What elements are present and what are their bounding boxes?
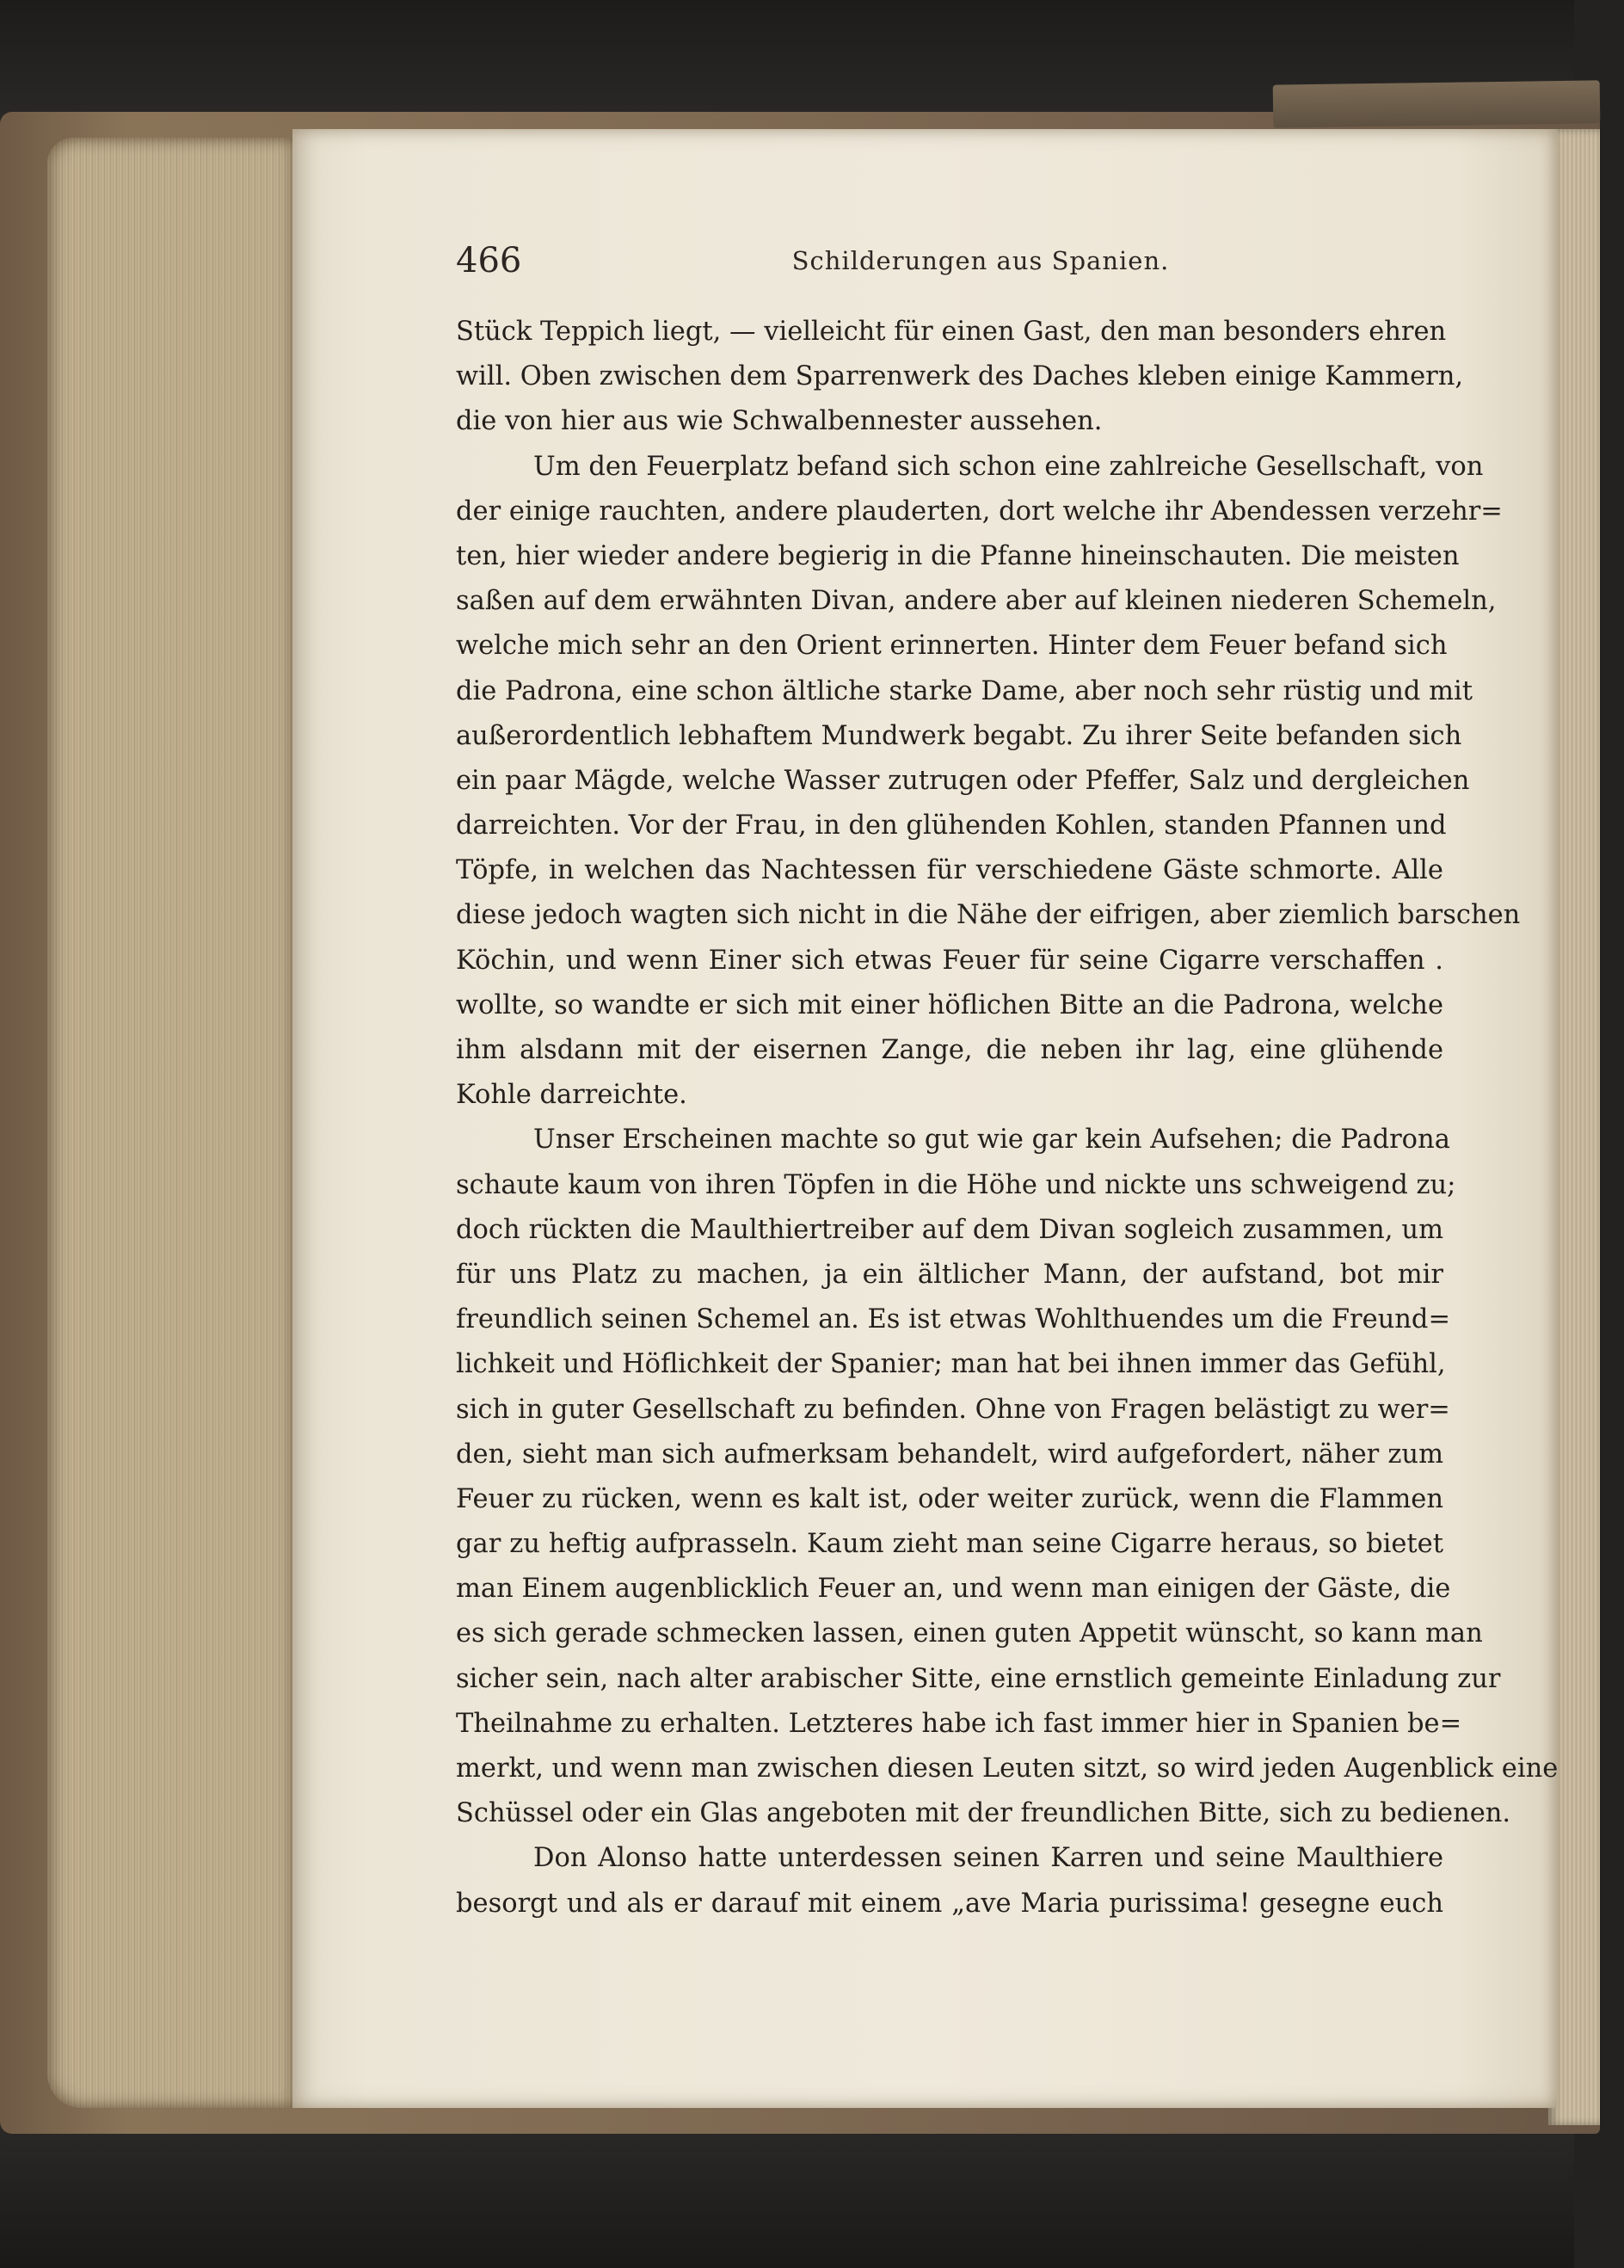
text-line: Töpfe, in welchen das Nachtessen für verschiedene Gäste schmorte. Alle xyxy=(456,855,1443,886)
page-number: 466 xyxy=(456,241,522,280)
text-line: freundlich seinen Schemel an. Es ist etwas Wohlthuendes um die Freund= xyxy=(456,1304,1451,1335)
text-line: Feuer zu rücken, wenn es kalt ist, oder weiter zurück, wenn die Flammen xyxy=(456,1483,1443,1514)
body-text xyxy=(456,310,1559,1926)
text-line: die von hier aus wie Schwalbennester aussehen. xyxy=(456,406,1103,437)
text-line: darreichten. Vor der Frau, in den glühenden Kohlen, standen Pfannen und xyxy=(456,810,1447,841)
text-line: Theilnahme zu erhalten. Letzteres habe ich fast immer hier in Spanien be= xyxy=(456,1708,1462,1739)
text-line: Unser Erscheinen machte so gut wie gar kein Aufsehen; die Padrona xyxy=(533,1125,1450,1156)
text-line: schaute kaum von ihren Töpfen in die Höhe und nickte uns schweigend zu; xyxy=(456,1169,1456,1200)
text-line: der einige rauchten, andere plauderten, dort welche ihr Abendessen verzehr= xyxy=(456,496,1503,527)
book-cover-top-edge xyxy=(1273,80,1601,127)
text-line: wollte, so wandte er sich mit einer höflichen Bitte an die Padrona, welche xyxy=(456,989,1443,1020)
page-edges-left xyxy=(47,138,297,2108)
text-line: welche mich sehr an den Orient erinnerten. Hinter dem Feuer befand sich xyxy=(456,631,1448,662)
text-line: Don Alonso hatte unterdessen seinen Karren und seine Maulthiere xyxy=(533,1843,1443,1874)
text-line: saßen auf dem erwähnten Divan, andere aber auf kleinen niederen Schemeln, xyxy=(456,586,1497,617)
text-line: will. Oben zwischen dem Sparrenwerk des Daches kleben einige Kammern, xyxy=(456,361,1464,392)
text-line: sich in guter Gesellschaft zu befinden. Ohne von Fragen belästigt zu wer= xyxy=(456,1394,1450,1425)
text-line: Kohle darreichte. xyxy=(456,1080,687,1111)
text-line: doch rückten die Maulthiertreiber auf dem Divan sogleich zusammen, um xyxy=(456,1214,1443,1245)
text-line: besorgt und als er darauf mit einem „ave Maria purissima! gesegne euch xyxy=(456,1888,1443,1919)
text-line: diese jedoch wagten sich nicht in die Nähe der eifrigen, aber ziemlich barschen xyxy=(456,900,1521,931)
text-line: die Padrona, eine schon ältliche starke Dame, aber noch sehr rüstig und mit xyxy=(456,675,1473,706)
text-line: ten, hier wieder andere begierig in die Pfanne hineinschauten. Die meisten xyxy=(456,540,1460,571)
background-bottom xyxy=(0,2125,1624,2268)
running-head: Schilderungen aus Spanien. xyxy=(791,246,1170,275)
text-line: ein paar Mägde, welche Wasser zutrugen oder Pfeffer, Salz und dergleichen xyxy=(456,765,1470,796)
page-header xyxy=(456,241,1428,293)
text-line: für uns Platz zu machen, ja ein ältlicher Mann, der aufstand, bot mir xyxy=(456,1259,1443,1290)
text-line: ihm alsdann mit der eisernen Zange, die neben ihr lag, eine glühende xyxy=(456,1035,1443,1065)
text-line: Um den Feuerplatz befand sich schon eine zahlreiche Gesellschaft, von xyxy=(533,451,1484,482)
text-line: Köchin, und wenn Einer sich etwas Feuer für seine Cigarre verschaffen . xyxy=(456,945,1443,976)
text-line: den, sieht man sich aufmerksam behandelt, wird aufgefordert, näher zum xyxy=(456,1439,1443,1470)
text-line: Stück Teppich liegt, — vielleicht für einen Gast, den man besonders ehren xyxy=(456,317,1447,347)
text-line: außerordentlich lebhaftem Mundwerk begabt. Zu ihrer Seite befanden sich xyxy=(456,720,1462,751)
text-line: gar zu heftig aufprasseln. Kaum zieht man seine Cigarre heraus, so bietet xyxy=(456,1529,1443,1560)
text-line: Schüssel oder ein Glas angeboten mit der freundlichen Bitte, sich zu bedienen. xyxy=(456,1798,1511,1829)
text-line: lichkeit und Höflichkeit der Spanier; man hat bei ihnen immer das Gefühl, xyxy=(456,1349,1446,1380)
text-line: es sich gerade schmecken lassen, einen guten Appetit wünscht, so kann man xyxy=(456,1618,1483,1649)
text-line: sicher sein, nach alter arabischer Sitte, eine ernstlich gemeinte Einladung zur xyxy=(456,1663,1501,1694)
text-line: merkt, und wenn man zwischen diesen Leuten sitzt, so wird jeden Augenblick eine xyxy=(456,1753,1559,1784)
book-page xyxy=(292,129,1557,2108)
text-line: man Einem augenblicklich Feuer an, und wenn man einigen der Gäste, die xyxy=(456,1574,1451,1605)
